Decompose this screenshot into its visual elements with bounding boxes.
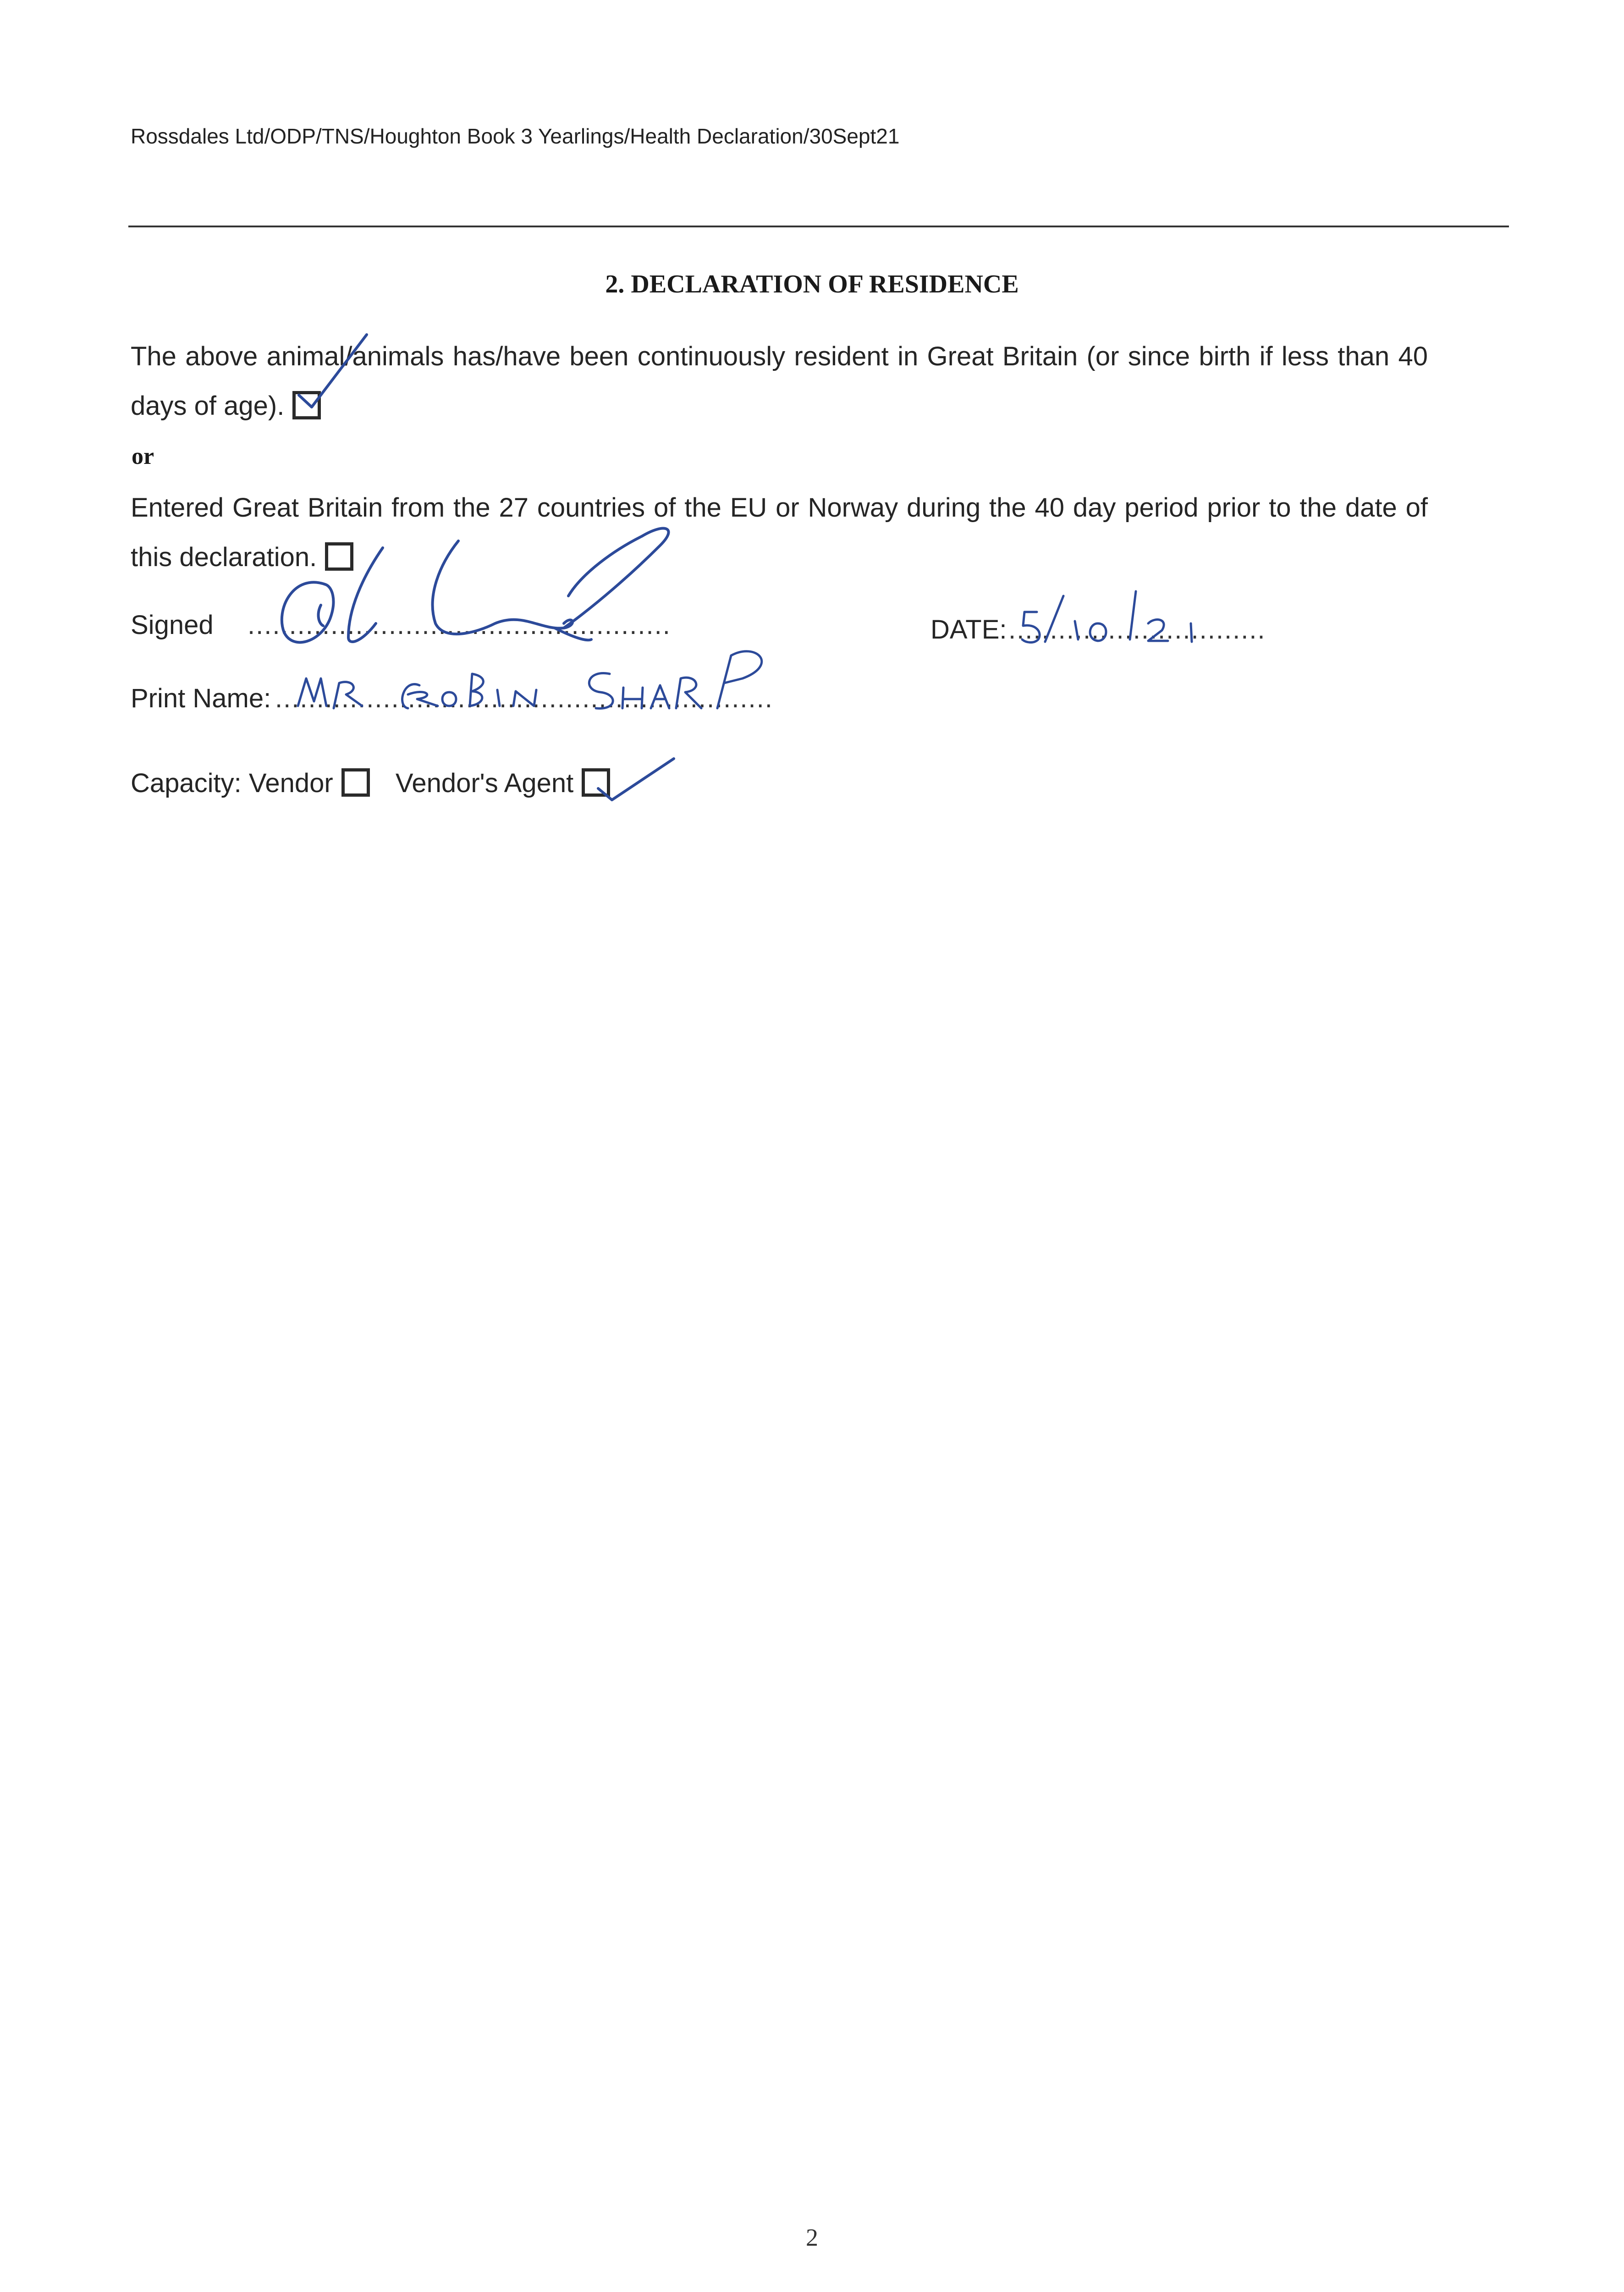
signature-line[interactable]: ................................................... <box>248 610 671 640</box>
print-name-line[interactable]: ............................................................ <box>275 683 773 713</box>
capacity-row <box>131 768 628 799</box>
print-name-label: Print Name: <box>131 683 271 713</box>
residence-option-1-text: The above animal/animals has/have been continuously resident in Great Britain (or since birth if less than 40 days of age). <box>131 342 1428 421</box>
vendor-checkbox[interactable] <box>341 768 370 797</box>
vendors-agent-label: Vendor's Agent <box>395 768 574 798</box>
residence-option-2 <box>131 483 1428 582</box>
page-number: 2 <box>806 2224 818 2251</box>
or-separator: or <box>132 443 154 469</box>
residence-option-2-text: Entered Great Britain from the 27 countries of the EU or Norway during the 40 day period prior to the date of this declaration. <box>131 493 1428 572</box>
date-label: DATE: <box>930 615 1007 645</box>
vendor-label: Vendor <box>248 768 333 798</box>
header-divider <box>128 226 1509 227</box>
date-line[interactable]: ............................... <box>1008 615 1266 645</box>
signed-label: Signed <box>131 610 214 640</box>
residence-option-2-checkbox[interactable] <box>325 542 353 571</box>
document-reference: Rossdales Ltd/ODP/TNS/Houghton Book 3 Yearlings/Health Declaration/30Sept21 <box>131 124 900 148</box>
vendors-agent-checkbox[interactable] <box>582 768 610 797</box>
capacity-label: Capacity: <box>131 768 242 798</box>
residence-option-1-checkbox[interactable] <box>292 391 321 419</box>
residence-option-1 <box>131 332 1428 431</box>
section-title: 2. DECLARATION OF RESIDENCE <box>605 270 1019 298</box>
